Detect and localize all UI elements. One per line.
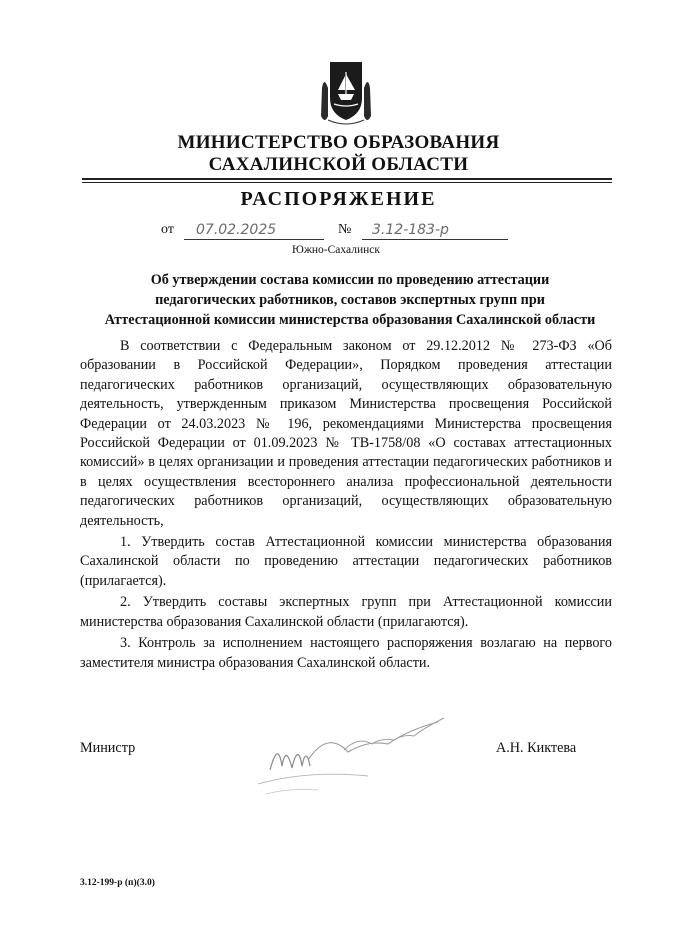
item-paragraph-2: 2. Утвердить составы экспертных групп при Аттестационной комиссии министерства образования Сахалинской области (прилагаются). — [80, 594, 612, 630]
item-paragraph-3: 3. Контроль за исполнением настоящего распоряжения возлагаю на первого заместителя министра образования Сахалинской области. — [80, 635, 612, 671]
signer-name: А.Н. Киктева — [496, 740, 577, 756]
date-prefix: от — [161, 222, 174, 237]
title-line: педагогических работников, составов экспертных групп при — [155, 292, 545, 308]
preamble-paragraph: В соответствии с Федеральным законом от 29.12.2012 № 273-ФЗ «Об образовании в Российской Федерации», Порядком проведения аттестации педагогических работников организаций, осуществляющих образовательную деятельность, утвержденным приказом Министерства просвещения Российской Федерации от 24.03.2023 № 196, рекомендациями Министерства просвещения Российской Федерации от 01.09.2023 № ТВ-1758/08 «О составах аттестационных комиссий» в целях организации и проведения аттестации педагогических работников и в целях осуществления всестороннего анализа профессиональной деятельности педагогических работников организаций, осуществляющих образовательную деятельность, — [80, 338, 612, 529]
document-footer-code: 3.12-199-р (п)(3.0) — [80, 878, 155, 888]
header-rule-thick — [82, 178, 612, 180]
title-line: Об утверждении состава комиссии по проведению аттестации — [150, 272, 550, 288]
item-paragraph-1: 1. Утвердить состав Аттестационной комиссии министерства образования Сахалинской области по проведению аттестации педагогических работников (прилагается). — [80, 534, 612, 589]
document-type: РАСПОРЯЖЕНИЕ — [240, 188, 437, 210]
document-body — [80, 337, 612, 673]
handwritten-signature-icon — [248, 700, 468, 810]
number-prefix: № — [338, 222, 352, 237]
document-title — [70, 270, 630, 330]
signer-position: Министр — [80, 740, 136, 756]
city: Южно-Сахалинск — [292, 244, 380, 256]
ministry-name-line2: САХАЛИНСКОЙ ОБЛАСТИ — [208, 154, 469, 175]
registration-date: 07.02.2025 — [184, 222, 324, 240]
ministry-name-line1: МИНИСТЕРСТВО ОБРАЗОВАНИЯ — [177, 132, 500, 153]
sakhalin-coat-of-arms-icon — [318, 58, 374, 128]
title-line: Аттестационной комиссии министерства образования Сахалинской области — [104, 312, 596, 328]
header-rule-thin — [82, 182, 612, 183]
registration-number: 3.12-183-р — [362, 222, 508, 240]
